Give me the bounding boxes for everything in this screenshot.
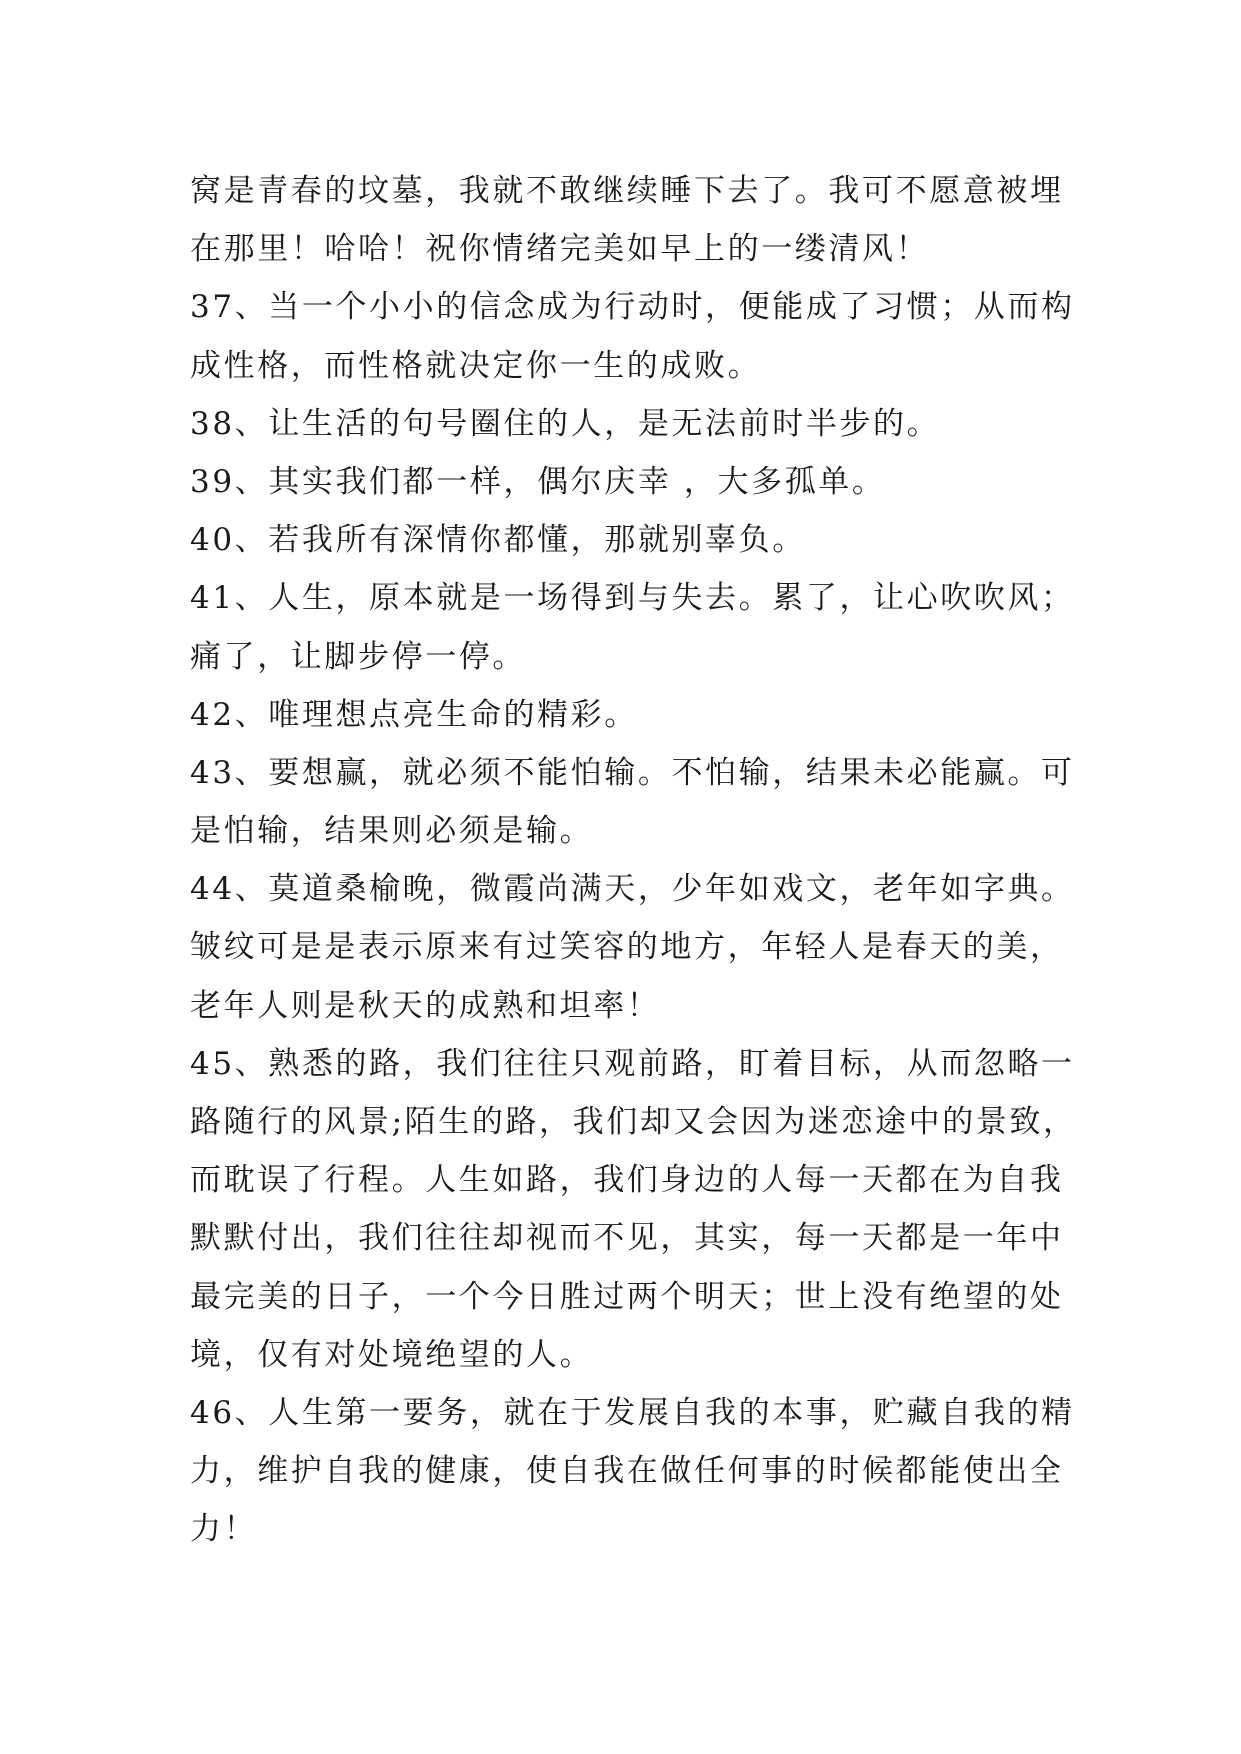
- text-line: 境，仅有对处境绝望的人。: [190, 1336, 594, 1373]
- text-line: 力，维护自我的健康，使自我在做任何事的时候都能使出全: [190, 1453, 1064, 1490]
- text-line: 46、人生第一要务，就在于发展自我的本事，贮藏自我的精: [190, 1394, 1075, 1431]
- text-line: 40、若我所有深情你都懂，那就别辜负。: [190, 522, 806, 559]
- text-line: 老年人则是秋天的成熟和坦率！: [190, 987, 661, 1024]
- text-line: 窝是青春的坟墓，我就不敢继续睡下去了。我可不愿意被埋: [190, 173, 1064, 209]
- text-line: 42、唯理想点亮生命的精彩。: [190, 696, 638, 733]
- text-line: 皱纹可是是表示原来有过笑容的地方，年轻人是春天的美，: [190, 929, 1064, 966]
- text-line: 在那里！哈哈！祝你情绪完美如早上的一缕清风！: [190, 231, 930, 268]
- text-line: 37、当一个小小的信念成为行动时，便能成了习惯；从而构: [190, 289, 1075, 326]
- text-line: 痛了，让脚步停一停。: [190, 638, 526, 675]
- text-line: 38、让生活的句号圈住的人，是无法前时半步的。: [190, 405, 941, 442]
- text-line: 44、莫道桑榆晚，微霞尚满天，少年如戏文，老年如字典。: [190, 871, 1075, 908]
- document-page: [190, 162, 1077, 1559]
- text-line: 41、人生，原本就是一场得到与失去。累了，让心吹吹风；: [190, 580, 1075, 617]
- text-line: 45、熟悉的路，我们往往只观前路，盯着目标，从而忽略一: [190, 1045, 1075, 1082]
- text-line: 力！: [190, 1511, 258, 1548]
- text-line: 路随行的风景;陌生的路，我们却又会因为迷恋途中的景致，: [190, 1104, 1077, 1140]
- text-line: 是怕输，结果则必须是输。: [190, 813, 594, 850]
- text-line: 而耽误了行程。人生如路，我们身边的人每一天都在为自我: [190, 1162, 1064, 1199]
- text-line: 成性格，而性格就决定你一生的成败。: [190, 347, 762, 384]
- text-line: 默默付出，我们往往却视而不见，其实，每一天都是一年中: [190, 1220, 1064, 1257]
- text-line: 43、要想赢，就必须不能怕输。不怕输，结果未必能赢。可: [190, 754, 1075, 791]
- text-line: 最完美的日子，一个今日胜过两个明天；世上没有绝望的处: [190, 1278, 1064, 1315]
- text-line: 39、其实我们都一样，偶尔庆幸 ，大多孤单。: [190, 463, 886, 500]
